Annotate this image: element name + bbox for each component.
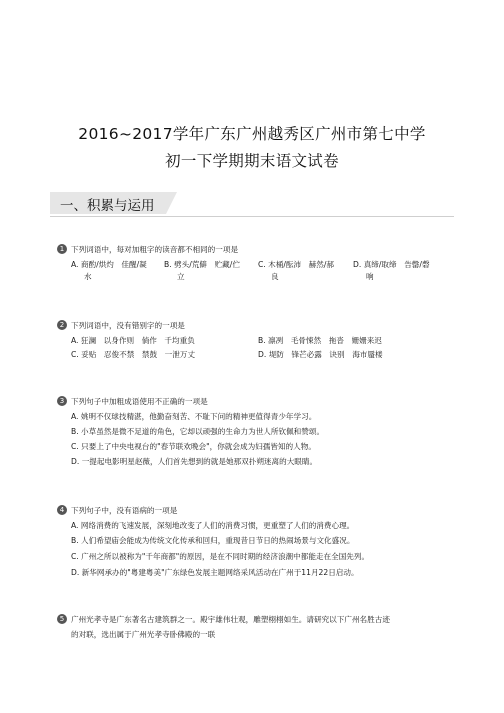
- option-text: 真缔/取缔 告罄/磬: [363, 260, 430, 269]
- option-c[interactable]: [71, 441, 316, 452]
- question-stem: 下列词语中，没有错别字的一项是: [71, 321, 185, 330]
- option-text: 商酌/烘灼 佳醒/凝: [80, 260, 147, 269]
- question-stem: 下列句子中，没有语病的一项是: [71, 506, 178, 515]
- question-5: [57, 614, 457, 644]
- question-stem-line1: 广州光孝寺是广东著名古建筑群之一。殿宇雄伟壮观，雕塑栩栩如生。请研究以下广州名胜古迹: [71, 615, 390, 624]
- question-4: [57, 505, 457, 581]
- option-c[interactable]: [71, 551, 369, 562]
- section-header: [50, 192, 454, 218]
- option-text: 堤防 锋芒必露 诀别 海市蜃楼: [268, 350, 383, 359]
- option-d[interactable]: [71, 567, 359, 578]
- section-divider: [50, 216, 454, 217]
- question-stem: 下列句子中加粗成语使用不正确的一项是: [71, 397, 208, 406]
- option-b-continuation: 立: [177, 272, 185, 281]
- option-b[interactable]: [71, 535, 354, 546]
- option-d[interactable]: [353, 259, 430, 270]
- option-text: 新华网承办的"粤建粤美"广东绿色发展主题网络采风活动在广州于11月22日启动。: [81, 568, 359, 577]
- option-key: D.: [71, 568, 80, 577]
- option-text: 狂澜 以身作则 倘作 千均重负: [80, 336, 195, 345]
- question-stem-line2: 的对联，选出属于广州光孝寺卧佛殿的一联: [71, 630, 216, 639]
- option-key: A.: [71, 260, 79, 269]
- option-b[interactable]: [164, 259, 240, 270]
- option-key: C.: [71, 442, 79, 451]
- option-key: D.: [258, 350, 267, 359]
- option-key: D.: [71, 457, 80, 466]
- option-a[interactable]: [71, 335, 195, 346]
- option-text: 凛冽 毛骨悚然 拖沓 姗姗来迟: [268, 336, 382, 345]
- option-a[interactable]: [71, 520, 354, 531]
- option-key: B.: [71, 427, 79, 436]
- option-key: C.: [258, 260, 266, 269]
- option-text: 只要上了中央电视台的"春节联欢晚会"，你就会成为妇孺皆知的人物。: [81, 442, 316, 451]
- option-text: 姚明不仅球技精湛，他勤奋刻苦、不耻下问的精神更值得青少年学习。: [80, 412, 317, 421]
- option-key: A.: [71, 336, 79, 345]
- option-c[interactable]: [71, 349, 195, 360]
- option-text: 木桶/酝沛 赫然/郝: [268, 260, 335, 269]
- option-text: 小草虽然是微不足道的角色，它却以顽强的生命力为世人所钦佩和赞颂。: [81, 427, 325, 436]
- option-key: C.: [71, 552, 79, 561]
- option-text: 广州之所以被称为"千年商都"的原因，是在不同时期的经济浪潮中都能走在全国先列。: [81, 552, 370, 561]
- option-key: A.: [71, 521, 79, 530]
- option-key: D.: [353, 260, 362, 269]
- option-c[interactable]: [258, 259, 334, 270]
- question-number-badge: 2: [57, 320, 67, 330]
- question-stem: 下列词语中，每对加粗字的读音都不相同的一项是: [71, 245, 239, 254]
- question-3: [57, 396, 457, 466]
- question-number-badge: 3: [57, 396, 67, 406]
- option-key: B.: [164, 260, 172, 269]
- option-d[interactable]: [71, 456, 317, 467]
- option-a[interactable]: [71, 259, 147, 270]
- option-text: 劈头/荒僻 贮藏/伫: [174, 260, 240, 269]
- option-a[interactable]: [71, 411, 316, 422]
- document-title-line2: 初一下学期期末语文试卷: [165, 152, 339, 170]
- option-key: B.: [258, 336, 266, 345]
- option-text: 一提起电影明星赵薇，人们首先想到的就是她那双扑朔迷离的大眼睛。: [81, 457, 318, 466]
- option-b[interactable]: [258, 335, 382, 346]
- question-number-badge: 1: [57, 244, 67, 254]
- option-key: C.: [71, 350, 79, 359]
- question-number-badge: 5: [57, 614, 67, 624]
- question-1: [57, 244, 457, 292]
- option-key: B.: [71, 536, 79, 545]
- section-title: 一、积累与运用: [60, 198, 155, 214]
- option-text: 网络消费的飞速发展，深刻地改变了人们的消费习惯，更重塑了人们的消费心理。: [80, 521, 355, 530]
- option-d[interactable]: [258, 349, 383, 360]
- option-a-continuation: 水: [84, 272, 92, 281]
- question-2: [57, 320, 457, 360]
- option-text: 人们希望庙会能成为传统文化传承和回归，重现昔日节日的热闹场景与文化盛况。: [81, 536, 355, 545]
- option-d-continuation: 响: [366, 272, 374, 281]
- option-text: 妥贴 忍俊不禁 禁鼓 一泄万丈: [81, 350, 196, 359]
- question-number-badge: 4: [57, 505, 67, 515]
- option-c-continuation: 良: [271, 272, 279, 281]
- option-key: A.: [71, 412, 79, 421]
- option-b[interactable]: [71, 426, 324, 437]
- document-title-line1: 2016~2017学年广东广州越秀区广州市第七中学: [78, 125, 426, 143]
